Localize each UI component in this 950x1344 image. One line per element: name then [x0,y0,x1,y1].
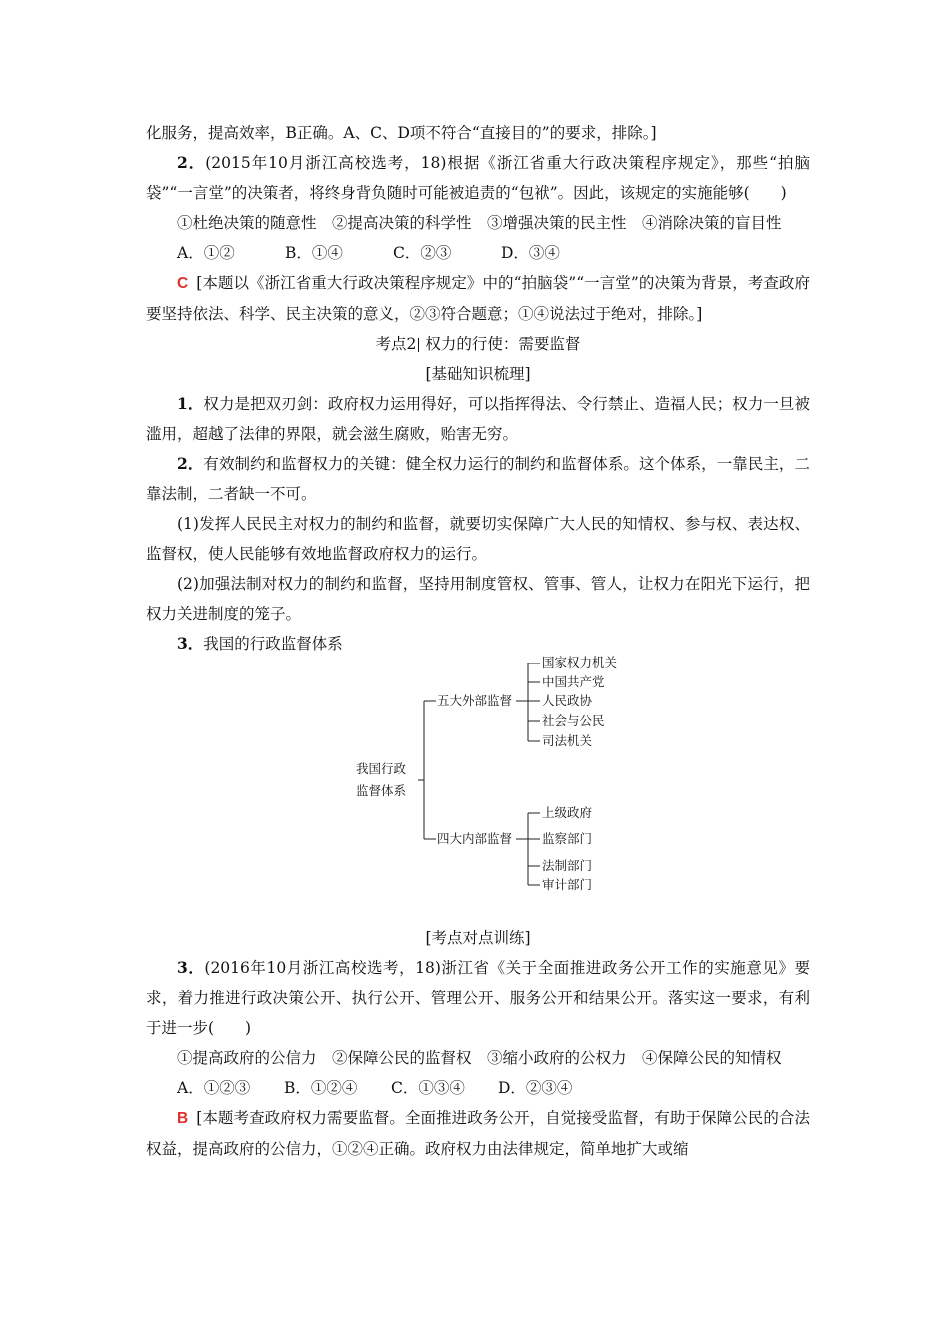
external-supervision-node: 五大外部监督 [437,693,513,708]
answer-letter: C [177,275,189,292]
internal-item: 法制部门 [542,858,593,873]
point-3-text: 我国的行政监督体系 [203,635,343,653]
internal-supervision-node: 四大内部监督 [437,831,513,846]
internal-item: 审计部门 [542,877,593,892]
question-3-text: (2016年10月浙江高校选考，18)浙江省《关于全面推进政务公开工作的实施意见》要求，着力推进行政决策公开、执行公开、管理公开、服务公开和结果公开。落实这一要求，有利于进一步( ) [146,959,810,1037]
option-c: C．②③ [393,244,452,262]
section-divider [418,338,419,352]
option-b: B．①④ [285,244,343,262]
external-item: 国家权力机关 [542,655,618,670]
question-3-statements: ①提高政府的公信力 ②保障公民的监督权 ③缩小政府的公权力 ④保障公民的知情权 [177,1049,782,1067]
practice-label: [考点对点训练] [425,929,531,947]
question-2-options [146,238,810,268]
internal-item: 上级政府 [542,805,593,820]
external-item: 司法机关 [542,733,593,748]
section-heading [146,329,810,359]
answer-explanation: [本题考查政府权力需要监督。全面推进政务公开，自觉接受监督，有助于保障公民的合法权益，提高政府的公信力，①②④正确。政府权力由法律规定，简单地扩大或缩 [146,1109,810,1158]
option-d: D．③④ [501,244,560,262]
section-title: 权力的行使：需要监督 [425,335,581,353]
question-2-text: (2015年10月浙江高校选考，18)根据《浙江省重大行政决策程序规定》，那些“拍脑袋”“一言堂”的决策者，将终身背负随时可能被追责的“包袱”。因此，该规定的实施能够( ) [146,154,810,202]
internal-item: 监察部门 [542,831,593,846]
option-d: D．②③④ [498,1079,573,1097]
point-2-sub-2: (2)加强法制对权力的制约和监督，坚持用制度管权、管事、管人，让权力在阳光下运行，把权力关进制度的笼子。 [146,575,810,623]
section-number: 考点2 [375,335,417,353]
option-b: B．①②④ [284,1079,358,1097]
option-a: A．①②③ [177,1079,251,1097]
question-2 [146,148,810,208]
document-page [146,118,810,1164]
question-2-number: 2． [177,153,206,172]
point-1-text: 权力是把双刃剑：政府权力运用得好，可以指挥得法、令行禁止、造福人民；权力一旦被滥用，超越了法律的界限，就会滋生腐败，贻害无穷。 [146,395,810,443]
question-2-answer [146,268,810,329]
question-3 [146,953,810,1043]
external-item: 中国共产党 [542,674,605,689]
supervision-diagram [146,655,810,921]
point-2-sub-1: (1)发挥人民民主对权力的制约和监督，就要切实保障广大人民的知情权、参与权、表达权、监督权，使人民能够有效地监督政府权力的运行。 [146,515,810,563]
external-item: 人民政协 [542,693,593,708]
diagram-root-line-2: 监督体系 [356,783,407,798]
option-a: A．①② [177,244,235,262]
point-3-number: 3． [177,634,204,653]
point-2-number: 2． [177,454,204,473]
basics-label: [基础知识梳理] [425,365,531,383]
continued-explanation: 化服务，提高效率，B正确。A、C、D项不符合“直接目的”的要求，排除。] [146,124,657,142]
point-2-text: 有效制约和监督权力的关键：健全权力运行的制约和监督体系。这个体系，一靠民主，二靠法制，二者缺一不可。 [146,455,810,503]
question-2-statements: ①杜绝决策的随意性 ②提高决策的科学性 ③增强决策的民主性 ④消除决策的盲目性 [177,214,782,232]
option-c: C．①③④ [391,1079,465,1097]
question-3-options [146,1073,810,1103]
diagram-root [356,758,406,802]
diagram-root-line-1: 我国行政 [356,761,407,776]
external-item: 社会与公民 [542,713,605,728]
question-3-number: 3． [177,958,205,977]
question-3-answer [146,1103,810,1164]
point-3 [146,629,810,659]
answer-explanation: [本题以《浙江省重大行政决策程序规定》中的“拍脑袋”“一言堂”的决策为背景，考查政府要坚持依法、科学、民主决策的意义，②③符合题意；①④说法过于绝对，排除。] [146,274,810,323]
point-1-number: 1． [177,394,204,413]
answer-letter: B [177,1110,189,1127]
point-1 [146,389,810,449]
point-2 [146,449,810,509]
